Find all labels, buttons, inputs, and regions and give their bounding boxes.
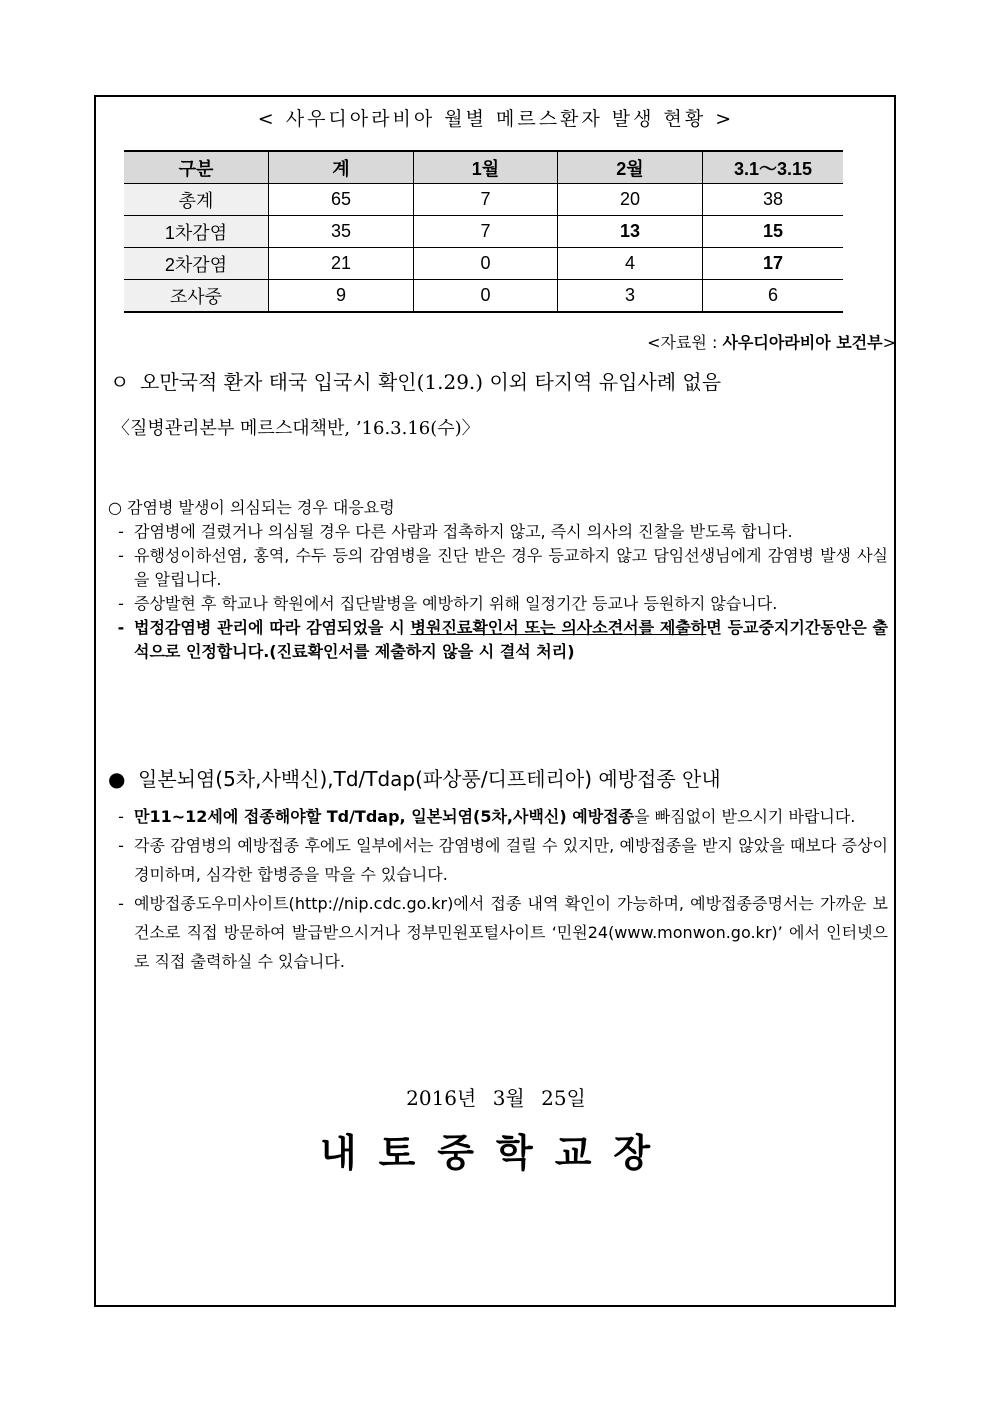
- nip-link[interactable]: http://nip.cdc.go.kr: [294, 894, 448, 913]
- response-guide-section: [108, 496, 888, 664]
- table-cell: 17: [703, 248, 844, 280]
- table-cell: 6: [703, 280, 844, 313]
- table-row: [124, 184, 843, 216]
- mers-stats-table: [124, 150, 843, 313]
- table-cell: 0: [414, 248, 558, 280]
- header-cell: 2월: [558, 151, 703, 184]
- table-cell: 3: [558, 280, 703, 313]
- table-cell: 총계: [124, 184, 269, 216]
- header-cell: 계: [269, 151, 414, 184]
- notice-source: 〈질병관리본부 메르스대책반, ’16.3.16(수)〉: [112, 418, 480, 439]
- filled-circle-icon: ●: [108, 767, 126, 791]
- document-date: 2016년 3월 25일: [406, 1086, 586, 1110]
- list-item: - 예방접종도우미사이트(http://nip.cdc.go.kr)에서 접종 내역 확인이 가능하며, 예방접종증명서는 가까운 보건소로 직접 방문하여 발급받으시거나 정부민원포털사이트 ‘민원24(www.monwon.go.kr)’ 에서 인터넷으로 직접 출력하실 수 있습니다.: [118, 894, 888, 971]
- bullet: ㅇ: [110, 370, 130, 394]
- table-cell: 15: [703, 216, 844, 248]
- table-row: [124, 248, 843, 280]
- table-row: [124, 280, 843, 313]
- table-cell: 4: [558, 248, 703, 280]
- list-item: - 유행성이하선염, 홍역, 수두 등의 감염병을 진단 받은 경우 등교하지 않고 담임선생님에게 감염병 발생 사실을 알립니다.: [118, 546, 888, 589]
- table-cell: 9: [269, 280, 414, 313]
- vaccination-section: [108, 763, 888, 976]
- table-cell: 38: [703, 184, 844, 216]
- table-cell: 35: [269, 216, 414, 248]
- signature: 내토중학교장: [319, 1130, 673, 1175]
- table-cell: 65: [269, 184, 414, 216]
- list-item: - 각종 감염병의 예방접종 후에도 일부에서는 감염병에 걸릴 수 있지만, 예방접종을 받지 않았을 때보다 증상이 경미하며, 심각한 합병증을 막을 수 있습니다.: [118, 836, 888, 884]
- table-cell: 조사중: [124, 280, 269, 313]
- table-cell: 20: [558, 184, 703, 216]
- table-cell: 13: [558, 216, 703, 248]
- table-title: < 사우디아라비아 월별 메르스환자 발생 현황 >: [257, 108, 735, 130]
- table-header-row: [124, 151, 843, 184]
- header-cell: 1월: [414, 151, 558, 184]
- list-item: - 만11~12세에 접종해야할 Td/Tdap, 일본뇌염(5차,사백신) 예방접종을 빠짐없이 받으시기 바랍니다.: [118, 807, 856, 826]
- notice-oman-case: ㅇ 오만국적 환자 태국 입국시 확인(1.29.) 이외 타지역 유입사례 없음: [110, 366, 721, 395]
- section-heading: ○ 감염병 발생이 의심되는 경우 대응요령: [108, 498, 395, 517]
- data-source: <자료원 : 사우디아라비아 보건부>: [647, 333, 896, 352]
- table-cell: 2차감염: [124, 248, 269, 280]
- table-cell: 21: [269, 248, 414, 280]
- header-cell: 3.1～3.15: [703, 151, 844, 184]
- section-heading: ● 일본뇌염(5차,사백신),Td/Tdap(파상풍/디프테리아) 예방접종 안내: [108, 767, 721, 791]
- list-item: - 법정감염병 관리에 따라 감염되었을 시 병원진료확인서 또는 의사소견서를 제출하면 등교중지기간동안은 출석으로 인정합니다.(진료확인서를 제출하지 않을 시 결석 처리): [117, 618, 888, 661]
- list-item: - 감염병에 걸렸거나 의심될 경우 다른 사람과 접촉하지 않고, 즉시 의사의 진찰을 받도록 합니다.: [118, 522, 793, 541]
- header-cell: 구분: [124, 151, 269, 184]
- table-cell: 1차감염: [124, 216, 269, 248]
- list-item: - 증상발현 후 학교나 학원에서 집단발병을 예방하기 위해 일정기간 등교나 등원하지 않습니다.: [118, 594, 778, 613]
- table-cell: 7: [414, 216, 558, 248]
- table-cell: 0: [414, 280, 558, 313]
- source-org: 사우디아라비아 보건부: [722, 333, 883, 352]
- table-cell: 7: [414, 184, 558, 216]
- table-row: [124, 216, 843, 248]
